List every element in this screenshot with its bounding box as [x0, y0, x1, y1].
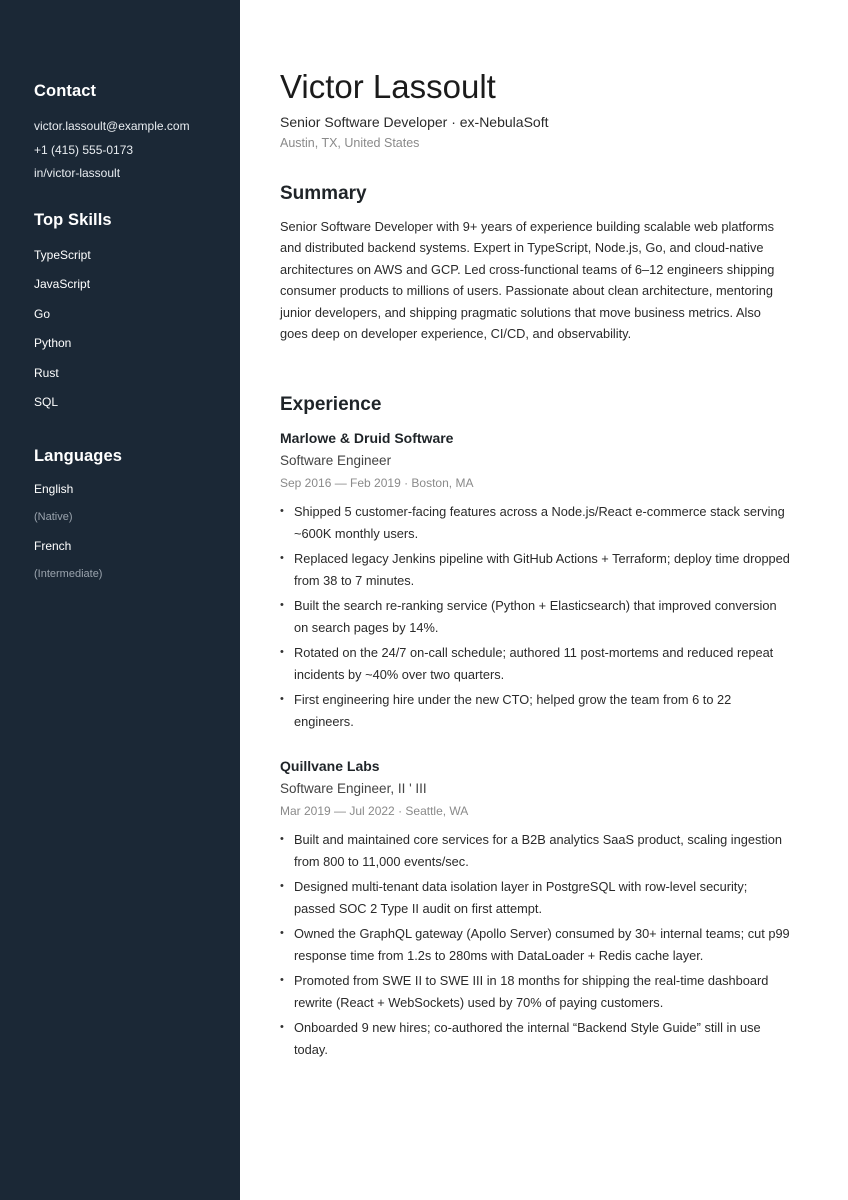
language-name: French: [34, 538, 72, 553]
location: Austin, TX, United States: [280, 136, 420, 150]
job-bullets: [280, 501, 790, 732]
skill-item: Python: [34, 336, 72, 350]
headline: Senior Software Developer · ex-NebulaSoft: [280, 114, 549, 130]
bullet-item: • Rotated on the 24/7 on-call schedule; authored 11 post-mortems and reduced repeat incidents by ~40% over two quarters.: [280, 642, 790, 685]
skills-list: [34, 241, 240, 418]
bullet-item: • Designed multi-tenant data isolation layer in PostgreSQL with row-level security; passed SOC 2 Type II audit on first attempt.: [280, 876, 790, 919]
skills-heading: Top Skills: [34, 210, 112, 229]
experience-title: Experience: [280, 394, 382, 415]
bullet-item: • Owned the GraphQL gateway (Apollo Server) consumed by 30+ internal teams; cut p99 response time from 1.2s to 280ms with DataLoader + Redis cache layer.: [280, 923, 790, 966]
job-role: Software Engineer: [280, 453, 392, 468]
company-name: Quillvane Labs: [280, 758, 380, 774]
skill-item: SQL: [34, 395, 59, 409]
candidate-name: Victor Lassoult: [280, 68, 496, 105]
job-role: Software Engineer, II ' III: [280, 781, 427, 796]
contact-email[interactable]: victor.lassoult@example.com: [34, 119, 190, 133]
languages-heading: Languages: [34, 446, 123, 465]
contact-linkedin[interactable]: in/victor-lassoult: [34, 166, 121, 180]
contact-heading: Contact: [34, 82, 97, 100]
summary-text: Senior Software Developer with 9+ years of experience building scalable web platforms and distributed backend systems. Expert in TypeScript, Node.js, Go, and cloud-native architectures on AWS and GCP. Led cross-functional teams of 6–12 engineers shipping consumer products to millions of users. Passionate about clean architecture, mentoring junior developers, and shipping pragmatic solutions that move business metrics. Also goes deep on developer experience, CI/CD, and observability.: [280, 219, 775, 342]
language-level: (Native): [34, 511, 73, 523]
job-entry: [280, 429, 790, 736]
job-dates: Sep 2016 — Feb 2019 · Boston, MA: [280, 476, 474, 490]
job-dates: Mar 2019 — Jul 2022 · Seattle, WA: [280, 804, 469, 818]
bullet-item: • First engineering hire under the new CTO; helped grow the team from 6 to 22 engineers.: [280, 689, 790, 732]
skill-item: TypeScript: [34, 247, 91, 262]
contact-phone[interactable]: +1 (415) 555-0173: [34, 142, 134, 157]
company-name: Marlowe & Druid Software: [280, 430, 454, 446]
job-bullets: [280, 829, 790, 1060]
language-name: English: [34, 481, 74, 496]
skill-item: Go: [34, 306, 51, 321]
languages-list: [34, 475, 240, 589]
bullet-item: • Built and maintained core services for a B2B analytics SaaS product, scaling ingestion from 800 to 11,000 events/sec.: [280, 829, 790, 872]
contact-list: [34, 115, 240, 186]
bullet-item: • Replaced legacy Jenkins pipeline with GitHub Actions + Terraform; deploy time dropped from 38 to 7 minutes.: [280, 548, 790, 591]
bullet-item: • Promoted from SWE II to SWE III in 18 months for shipping the real-time dashboard rewrite (React + WebSockets) used by 70% of paying customers.: [280, 970, 790, 1013]
language-level: (Intermediate): [34, 568, 103, 580]
skill-item: JavaScript: [34, 277, 91, 291]
summary-title: Summary: [280, 183, 367, 204]
bullet-item: • Shipped 5 customer-facing features across a Node.js/React e-commerce stack serving ~600K monthly users.: [280, 501, 790, 544]
bullet-item: • Built the search re-ranking service (Python + Elasticsearch) that improved conversion on search pages by 14%.: [280, 595, 790, 638]
sidebar: [0, 0, 240, 1200]
bullet-item: • Onboarded 9 new hires; co-authored the internal “Backend Style Guide” still in use today.: [280, 1017, 790, 1060]
skill-item: Rust: [34, 365, 59, 380]
job-entry: [280, 757, 790, 1064]
